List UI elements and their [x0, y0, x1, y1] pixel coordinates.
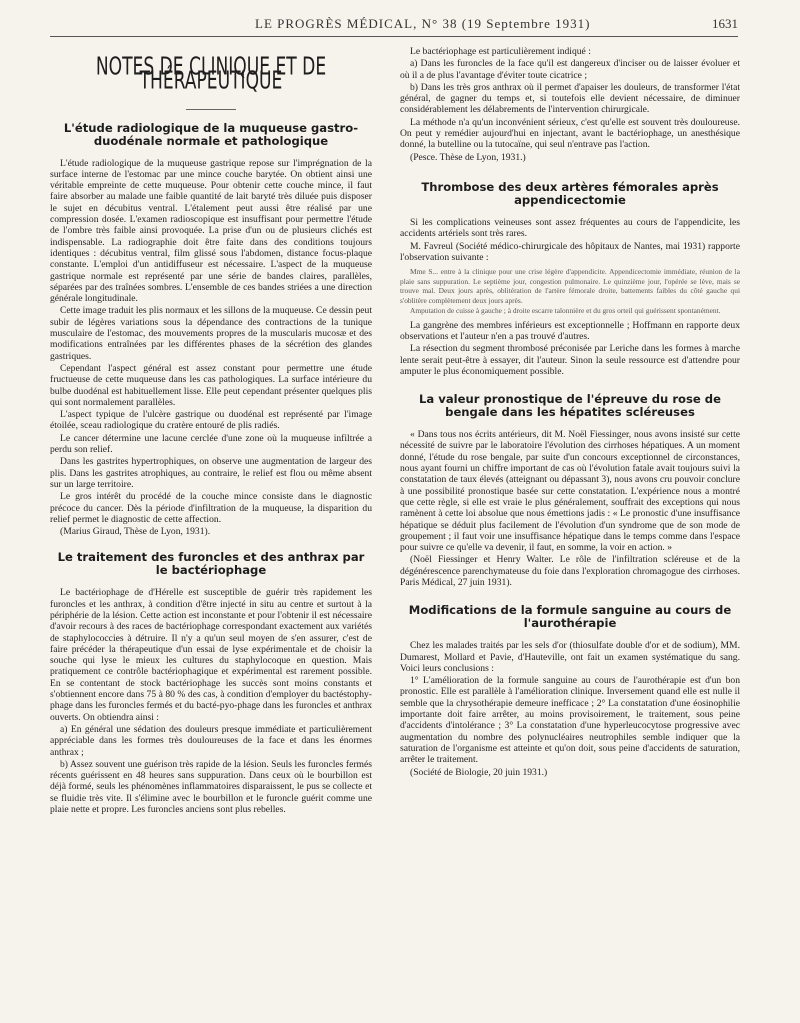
article4-paragraph: « Dans tous nos écrits antérieurs, dit M. Noël Fiessinger, nous avons insisté sur cette nécessité de suivre par le laboratoire l'évolution des cirrhoses hépatiques. A un moment donné, l'étude du rose bengale, par suite d'un concours exceptionnel de circonstances, nous ayant fourni un chiffre important de cas où l'évolution fatale avait toujours suivi la constatation de taux élevés (atteignant ou dépassant 3), nous avons cru pouvoir conclure à une possibilité pronostique basée sur cette constatation. L'expérience nous a montré que cette règle, si elle est vraie le plus généralement, souffrait des exceptions qui nous ramènent à cette loi absolue que nous émettions jadis : « Le pronostic d'une insuffisance hépatique se déduit plus facilement de l'évolution d'un syndrome que de son mode de groupement ; il faut voir une insuffisance hépatique dans le temps comme dans l'espace pour suivre ce qu'elle va devenir, il faut, en somme, la voir en action. »	[400, 429, 740, 554]
right-column	[400, 46, 740, 779]
article5-citation: (Société de Biologie, 20 juin 1931.)	[410, 766, 548, 778]
article1-paragraph: L'étude radiologique de la muqueuse gastrique repose sur l'imprégnation de la surface interne de l'estomac par une mince couche barytée. On obtient ainsi une véritable empreinte de cette muqueuse. Pour obtenir cette couche mince, il faut faire absorber au malade une faible quantité de lait baryté très diluée puis disposer le sujet en décubitus ventral. L'étalement peut aussi être réalisé par une compression dosée. L'examen radioscopique est insuffisant pour permettre l'étude de l'ombre très faible ainsi provoquée. La prise d'un ou de plusieurs clichés est indispensable. La radiographie doit être faite dans des conditions toujours identiques : décubitus ventral, film glissé sous l'abdomen, distance focus-plaque constante. L'emploi d'un antidiffuseur est nécessaire. L'aspect de la muqueuse gastrique normale est représenté par une série de bandes claires, parallèles, séparées par des traînées sombres. L'ensemble de ces bandes striées a une direction générale longitudinale.	[50, 157, 372, 305]
article1-paragraph: Cependant l'aspect général est assez constant pour permettre une étude fructueuse de cette muqueuse dans les cas pathologiques. La surface intérieure du bulbe duodénal est habituellement lisse. Elle peut cependant présenter quelques plis qui sont normalement parallèles.	[50, 362, 372, 408]
page-header	[50, 14, 738, 37]
article3-small-print: Mme S... entre à la clinique pour une crise légère d'appendicite. Appendicectomie immédiate, réunion de la plaie sans suppuration. Le septième jour, congestion pulmonaire. Le quinzième jour, l'opérée se lève, mais se trouve mal. Deux jours après, oblitération de l'artère fémorale droite, battements faibles du côté gauche qui s'oblitère complètement deux jours après.	[400, 267, 740, 305]
article2-continuation: a) Dans les furoncles de la face qu'il est dangereux d'inciser ou de laisser évoluer et où il a de plus l'avantage d'éviter toute cicatrice ;	[400, 58, 740, 81]
article1-citation: (Marius Giraud, Thèse de Lyon, 1931).	[60, 526, 211, 538]
article1-paragraph: Le cancer détermine une lacune cerclée d'une zone où la muqueuse infiltrée a perdu son relief.	[50, 432, 372, 456]
article5-title: Modifications de la formule sanguine au cours de l'aurothérapie	[408, 603, 732, 631]
article3-paragraph: Si les complications veineuses sont assez fréquentes au cours de l'appendicite, les accidents artériels sont très rares.	[400, 216, 740, 240]
article1-title: L'étude radiologique de la muqueuse gastro-duodénale normale et pathologique	[63, 120, 359, 148]
article5-paragraph: 1° L'amélioration de la formule sanguine au cours de l'aurothérapie est d'un bon pronostic. Elle est parallèle à l'amélioration clinique. Inversement quand elle est nulle il semble que la chrysothérapie demeure inefficace ; 2° La constatation d'une éosinophilie importante doit faire arrêter, au moins provisoirement, le traitement, sous peine d'accidents d'intolérance ; 3° La constatation d'une hyperleucocytose progressive avec augmentation du nombre des polynucléaires neutrophiles semble indiquer que la saturation de l'organisme est atteinte et qu'on doit, sous peine d'accidents de saturation, arrêter le traitement.	[400, 675, 740, 766]
article2-title: Le traitement des furoncles et des anthrax par le bactériophage	[57, 550, 365, 578]
article1-paragraph: L'aspect typique de l'ulcère gastrique ou duodénal est représenté par l'image étoilée, sceau radiologique du cratère entouré de plis radiés.	[50, 409, 372, 432]
running-title: LE PROGRÈS MÉDICAL, N° 38 (19 Septembre 1931)	[255, 16, 591, 31]
title-rule	[186, 109, 236, 110]
article2-paragraph: b) Assez souvent une guérison très rapide de la lésion. Seuls les furoncles fermés récents guérissent en 48 heures sans suppuration. Dans ceux où le bourbillon est déjà formé, seuls les phénomènes inflammatoires disparaissent, le pus se collecte et se fluidie très vite. Il s'élimine avec le bourbillon et le furoncle guérit comme une plaie nette et propre. Les furoncles anciens sont plus rebelles.	[50, 758, 372, 816]
article1-paragraph: Dans les gastrites hypertrophiques, on observe une augmentation de largeur des plis. Dans les gastrites atrophiques, au contraire, le relief est flou ou même absent sur un large territoire.	[50, 456, 372, 490]
article1-paragraph: Cette image traduit les plis normaux et les sillons de la muqueuse. Ce dessin peut subir de légères variations sous la dépendance des contractions de la tunique musculaire de l'estomac, des mouvements propres de la muscularis mucosæ et des modifications entraînées par les différentes phases de la sécrétion des glandes gastriques.	[50, 305, 373, 362]
article3-title: Thrombose des deux artères fémorales après appendicectomie	[421, 179, 719, 207]
article2-continuation: b) Dans les très gros anthrax où il permet d'apaiser les douleurs, de transformer l'état général, de gagner du temps et, si toutefois elle devient nécessaire, de diminuer considérablement les délabrements de l'intervention chirurgicale.	[400, 81, 740, 116]
article5-paragraph: Chez les malades traités par les sels d'or (thiosulfate double d'or et de sodium), MM. Dumarest, Mollard et Pavie, d'Hauteville, ont fait un examen systématique du sang. Voici leurs conclusions :	[400, 640, 740, 674]
article2-paragraph: Le bactériophage de d'Hérelle est susceptible de guérir très rapidement les furoncles et les anthrax, à condition d'être injecté in situ au centre et surtout à la périphérie de la lésion. Cette action est inconstante et pour l'obtenir il est nécessaire d'avoir recours à des races de bactériophage correspondant exactement aux variétés de staphylococcies à détruire. Il n'y a qu'un seul moyen de s'en assurer, c'est de faire précéder la thérapeutique d'un essai de lyse expérimentale et de choisir la souche qui lyse le mieux les cultures du staphylocoque en question. Mais pratiquement ce contrôle bactériophagique et expérimental est rarement possible. En se contentant de stock bactériophage les succès sont moins constants et s'obtiennent encore dans 75 à 80 % des cas, à condition d'employer du bactéstophy-phage dans les furoncles fermés et du bacté-pyo-phage dans les furoncles et anthrax ouverts. On obtiendra ainsi :	[50, 587, 372, 723]
article2-paragraph: a) En général une sédation des douleurs presque immédiate et particulièrement appréciable dans les formes très douloureuses de la face et dans les énormes anthrax ;	[50, 723, 372, 758]
article4-citation: (Noël Fiessinger et Henry Walter. Le rôle de l'infiltration scléreuse et de la dégénérescence parenchymateuse du foie dans l'exploration chromagogue des cirrhoses. Paris Médical, 27 juin 1931).	[400, 554, 740, 588]
article2-continuation: La méthode n'a qu'un inconvénient sérieux, c'est qu'elle est souvent très douloureuse. On peut y remédier aujourd'hui en injectant, avant le bactériophage, un anesthésique donné, la butelline ou la tutocaïne, qui seul n'entrave pas l'action.	[400, 116, 740, 151]
article2-continuation: Le bactériophage est particulièrement indiqué :	[410, 46, 591, 57]
section-rubric: NOTES DE CLINIQUE ET DE THÉRAPEUTIQUE	[95, 52, 327, 96]
article3-closing: La gangrène des membres inférieurs est exceptionnelle ; Hoffmann en rapporte deux observations et l'auteur n'en a pas trouvé d'autres.	[400, 319, 740, 342]
article3-paragraph: M. Favreul (Société médico-chirurgicale des hôpitaux de Nantes, mai 1931) rapporte l'observation suivante :	[400, 240, 740, 263]
article1-paragraph: Le gros intérêt du procédé de la couche mince consiste dans le diagnostic précoce du cancer. Dès la période d'infiltration de la muqueuse, la disparition du relief permet le diagnostic de cette affection.	[50, 491, 372, 525]
page-number: 1631	[712, 16, 738, 31]
article2-citation: (Pesce. Thèse de Lyon, 1931.)	[410, 151, 526, 163]
left-column	[50, 46, 372, 816]
article3-closing: La résection du segment thrombosé préconisée par Leriche dans les formes à marche lente serait peut-être à essayer, dit l'auteur. Sinon la seule ressource est d'attendre pour amputer le plus économiquement possible.	[400, 343, 740, 377]
article3-small-print: Amputation de cuisse à gauche ; à droite escarre talonnière et du gros orteil qui guérissent spontanément.	[410, 306, 721, 316]
article4-title: La valeur pronostique de l'épreuve du rose de bengale dans les hépatites scléreuses	[419, 392, 721, 420]
